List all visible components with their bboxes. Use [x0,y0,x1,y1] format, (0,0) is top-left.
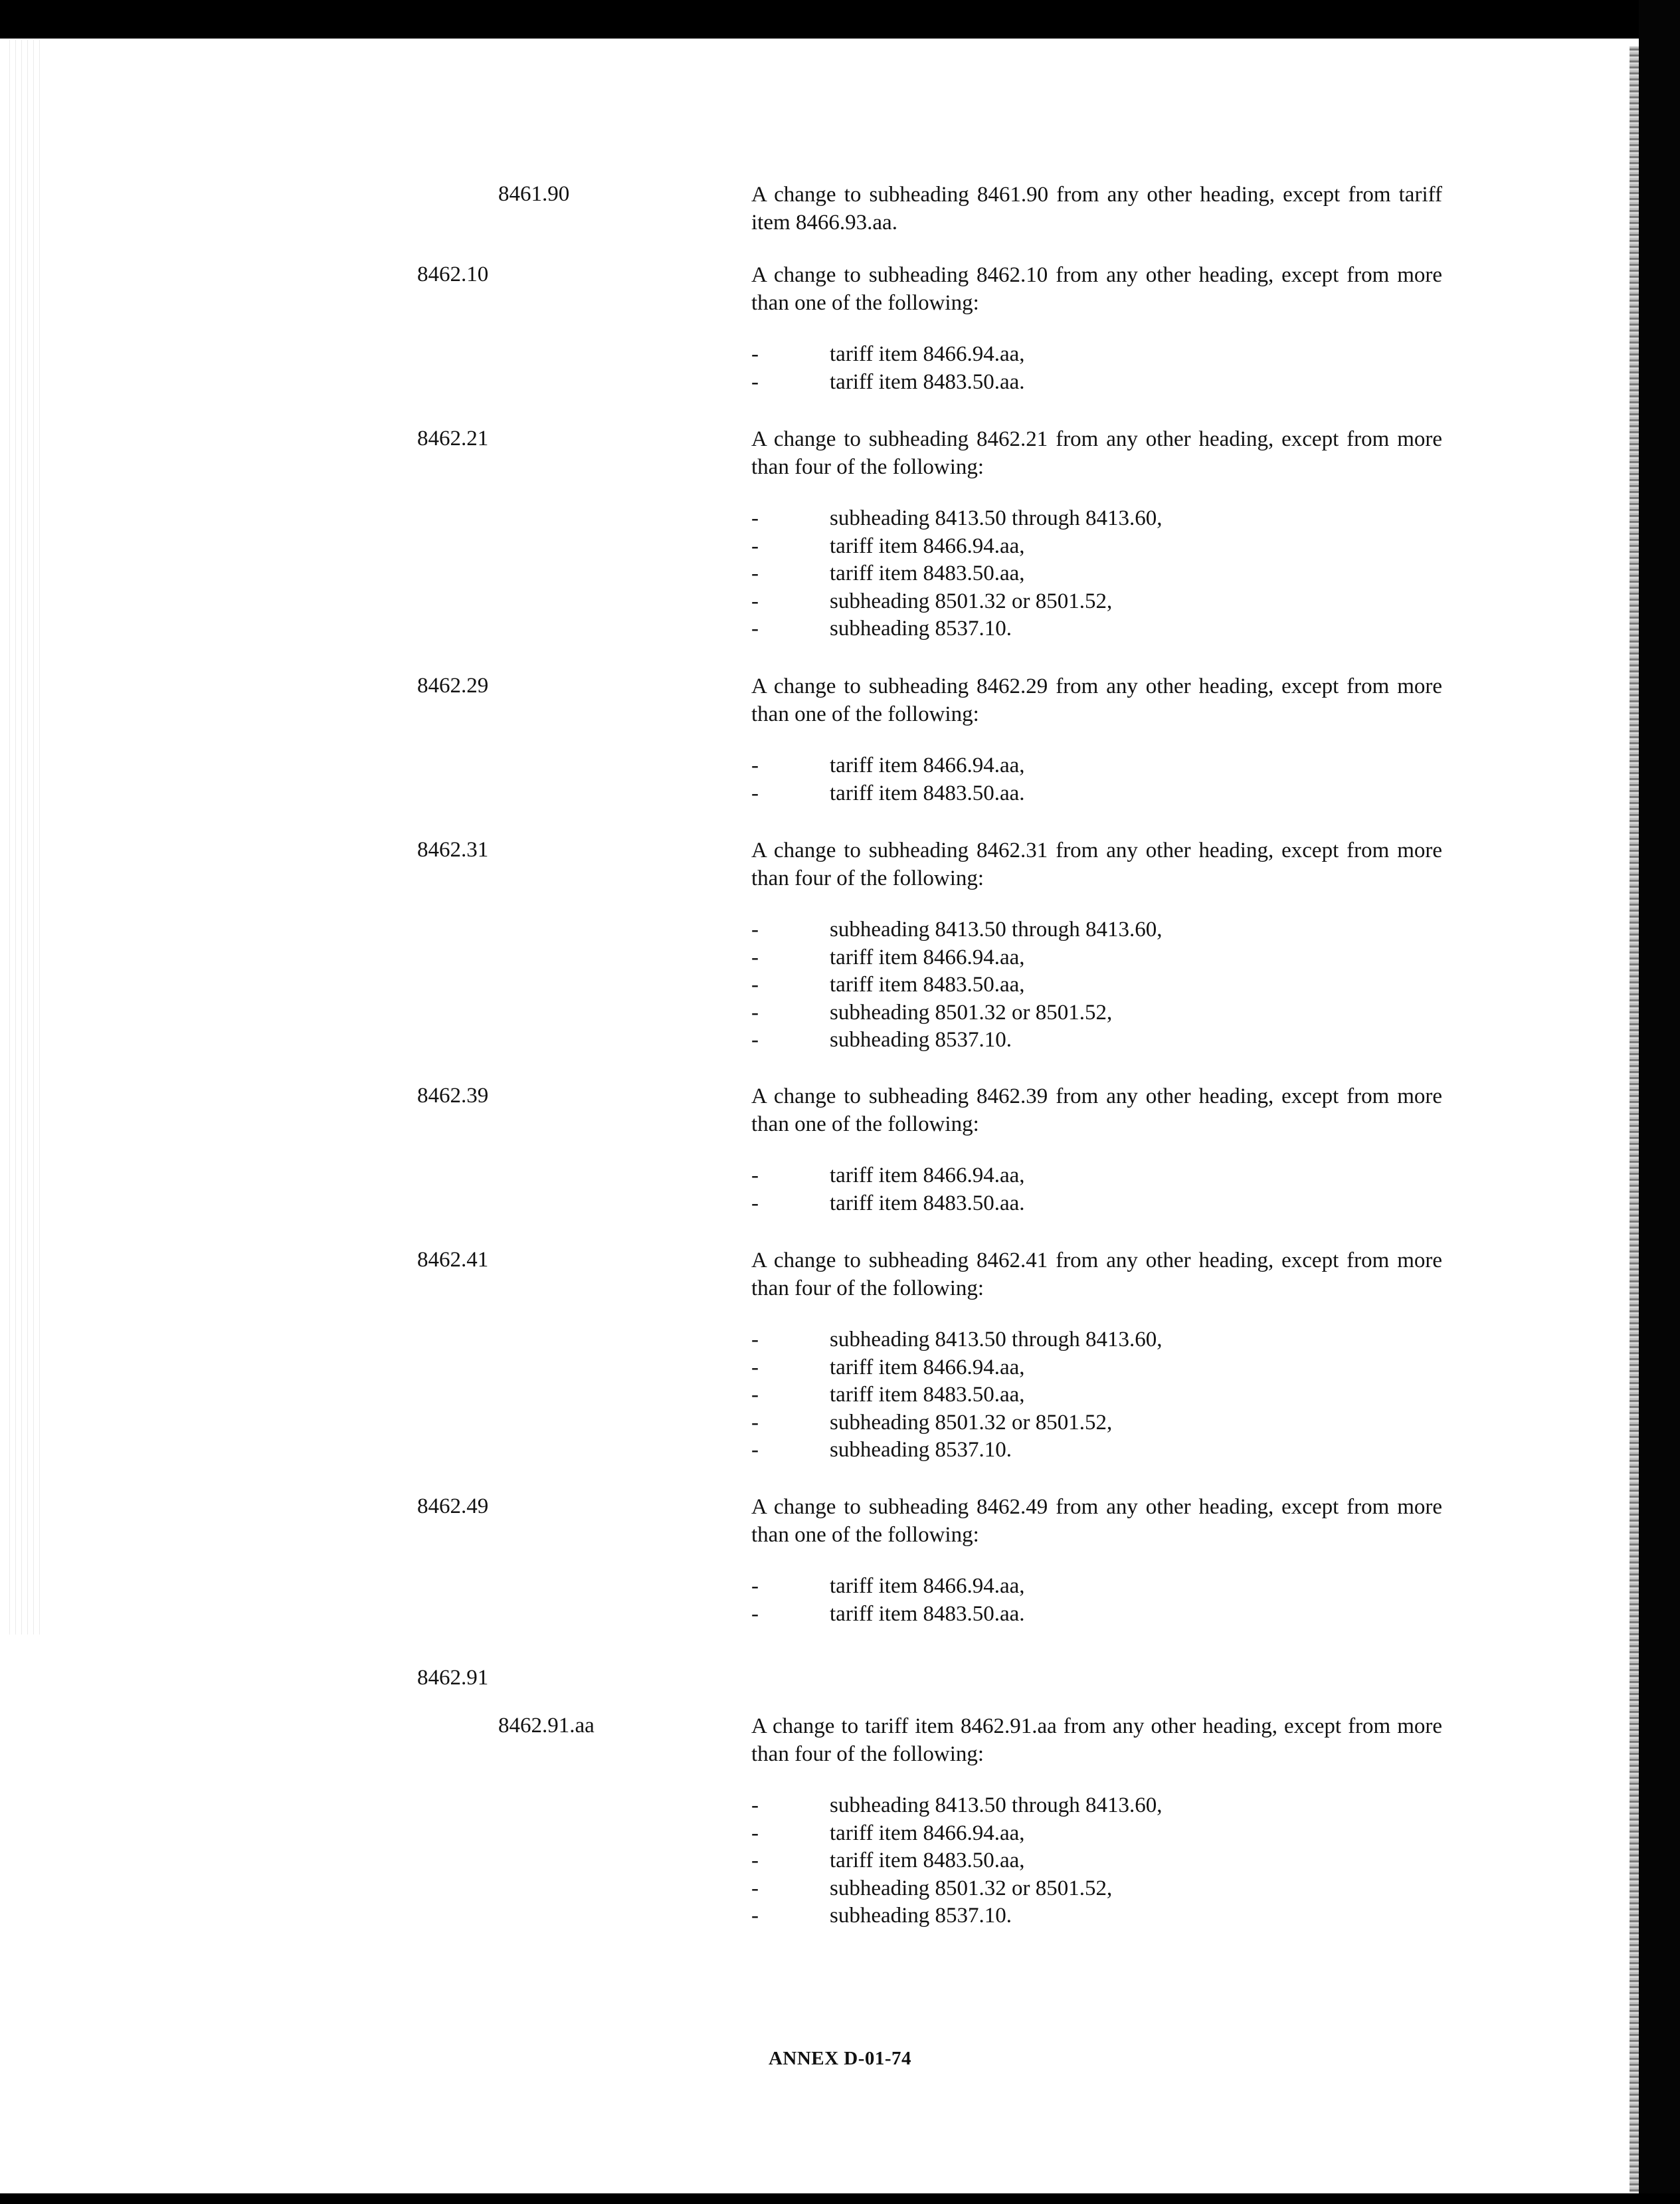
dash-bullet-icon: - [751,1904,759,1928]
dash-bullet-icon: - [751,1355,759,1379]
exception-item-text: tariff item 8483.50.aa. [830,1601,1025,1626]
rule-block [751,425,1442,643]
exception-item [751,615,1442,643]
dash-bullet-icon: - [751,561,759,585]
exception-list [751,1573,1442,1628]
exception-item-text: subheading 8501.32 or 8501.52, [830,1876,1113,1900]
dash-bullet-icon: - [751,589,759,613]
exception-item-text: tariff item 8466.94.aa, [830,1821,1025,1845]
rule-text: A change to subheading 8462.10 from any other heading, except from more than one of the following: [751,263,1442,315]
exception-item-text: subheading 8501.32 or 8501.52, [830,589,1113,613]
rule-block [751,1247,1442,1464]
exception-item-text: tariff item 8466.94.aa, [830,1355,1025,1379]
tariff-code: 8462.91.aa [498,1714,595,1738]
dash-bullet-icon: - [751,973,759,997]
rule-block [751,261,1442,396]
tariff-code: 8461.90 [498,182,570,206]
dash-bullet-icon: - [751,1191,759,1215]
tariff-code: 8462.10 [417,262,489,286]
exception-item [751,1190,1442,1218]
exception-item [751,1409,1442,1437]
rule-block [751,837,1442,1054]
dash-bullet-icon: - [751,1328,759,1352]
dash-bullet-icon: - [751,1849,759,1872]
exception-item-text: subheading 8501.32 or 8501.52, [830,1000,1113,1025]
exception-list [751,916,1442,1054]
exception-item-text: tariff item 8466.94.aa, [830,945,1025,969]
rule-block [751,181,1442,237]
exception-item [751,1875,1442,1903]
exception-item-text: tariff item 8483.50.aa, [830,561,1025,585]
tariff-code: 8462.31 [417,838,489,862]
exception-item [751,533,1442,561]
exception-item-text: subheading 8537.10. [830,617,1012,641]
scan-left-margin-marks [4,40,44,1635]
exception-item [751,944,1442,972]
rule-text: A change to subheading 8462.21 from any other heading, except from more than four of the following: [751,427,1442,479]
exception-item [751,1601,1442,1629]
dash-bullet-icon: - [751,1163,759,1187]
dash-bullet-icon: - [751,1410,759,1435]
exception-item [751,1162,1442,1190]
exception-item-text: subheading 8501.32 or 8501.52, [830,1410,1113,1435]
tariff-code: 8462.39 [417,1084,489,1108]
dash-bullet-icon: - [751,617,759,641]
exception-item-text: subheading 8537.10. [830,1438,1012,1462]
exception-item-text: tariff item 8466.94.aa, [830,1163,1025,1187]
exception-list [751,752,1442,807]
exception-list [751,1326,1442,1464]
rule-block [751,1712,1442,1930]
exception-item-text: tariff item 8483.50.aa. [830,781,1025,805]
exception-item [751,752,1442,780]
exception-item-text: tariff item 8483.50.aa. [830,1191,1025,1215]
dash-bullet-icon: - [751,369,759,394]
scan-binding-edge [1630,47,1639,2193]
exception-item [751,1027,1442,1054]
page-footer: ANNEX D-01-74 [768,2048,912,2069]
scan-border-right [1639,0,1680,2204]
exception-item [751,1354,1442,1382]
rule-text: A change to subheading 8462.41 from any other heading, except from more than four of the following: [751,1249,1442,1300]
tariff-code: 8462.49 [417,1494,489,1518]
exception-item-text: subheading 8413.50 through 8413.60, [830,1793,1163,1817]
exception-item [751,588,1442,616]
dash-bullet-icon: - [751,534,759,558]
exception-item-text: tariff item 8483.50.aa, [830,1849,1025,1872]
exception-item [751,1437,1442,1464]
dash-bullet-icon: - [751,1574,759,1598]
exception-item-text: tariff item 8466.94.aa, [830,534,1025,558]
dash-bullet-icon: - [751,506,759,530]
dash-bullet-icon: - [751,781,759,805]
exception-list [751,341,1442,396]
dash-bullet-icon: - [751,945,759,969]
exception-item [751,1792,1442,1820]
exception-item-text: subheading 8413.50 through 8413.60, [830,506,1163,530]
dash-bullet-icon: - [751,1821,759,1845]
exception-item-text: tariff item 8466.94.aa, [830,753,1025,777]
exception-item-text: tariff item 8466.94.aa, [830,1574,1025,1598]
rule-text: A change to subheading 8462.31 from any other heading, except from more than four of the following: [751,839,1442,890]
dash-bullet-icon: - [751,1793,759,1817]
rule-text: A change to subheading 8462.29 from any other heading, except from more than one of the following: [751,674,1442,726]
exception-item [751,1902,1442,1930]
exception-item [751,1326,1442,1354]
exception-item-text: tariff item 8483.50.aa, [830,973,1025,997]
rule-text: A change to tariff item 8462.91.aa from any other heading, except from more than four of the following: [751,1714,1442,1766]
rule-block [751,672,1442,807]
exception-item-text: tariff item 8466.94.aa, [830,342,1025,366]
exception-item [751,971,1442,999]
exception-item [751,916,1442,944]
exception-item [751,560,1442,588]
tariff-code: 8462.29 [417,674,489,698]
scan-border-top [0,0,1680,39]
tariff-code: 8462.21 [417,427,489,451]
rule-text: A change to subheading 8462.49 from any other heading, except from more than one of the following: [751,1495,1442,1547]
scan-border-bottom [0,2193,1680,2204]
exception-list [751,1162,1442,1217]
exception-item [751,1820,1442,1848]
exception-item-text: subheading 8537.10. [830,1904,1012,1928]
exception-item-text: tariff item 8483.50.aa. [830,369,1025,394]
dash-bullet-icon: - [751,1438,759,1462]
dash-bullet-icon: - [751,918,759,942]
exception-item [751,505,1442,533]
dash-bullet-icon: - [751,1028,759,1052]
exception-item-text: tariff item 8483.50.aa, [830,1383,1025,1407]
tariff-code: 8462.91 [417,1666,489,1690]
exception-list [751,1792,1442,1930]
dash-bullet-icon: - [751,753,759,777]
dash-bullet-icon: - [751,1876,759,1900]
exception-item [751,1847,1442,1875]
dash-bullet-icon: - [751,1000,759,1025]
rule-text: A change to subheading 8462.39 from any other heading, except from more than one of the following: [751,1084,1442,1136]
exception-item-text: subheading 8413.50 through 8413.60, [830,918,1163,942]
dash-bullet-icon: - [751,342,759,366]
exception-item [751,780,1442,808]
exception-item [751,999,1442,1027]
dash-bullet-icon: - [751,1383,759,1407]
exception-item [751,341,1442,369]
exception-list [751,505,1442,643]
rule-block [751,1082,1442,1217]
exception-item-text: subheading 8537.10. [830,1028,1012,1052]
rule-text: A change to subheading 8461.90 from any other heading, except from tariff item 8466.93.aa. [751,183,1442,235]
rule-block [751,1493,1442,1628]
exception-item [751,369,1442,397]
tariff-code: 8462.41 [417,1248,489,1272]
exception-item [751,1381,1442,1409]
exception-item [751,1573,1442,1601]
dash-bullet-icon: - [751,1601,759,1626]
exception-item-text: subheading 8413.50 through 8413.60, [830,1328,1163,1352]
